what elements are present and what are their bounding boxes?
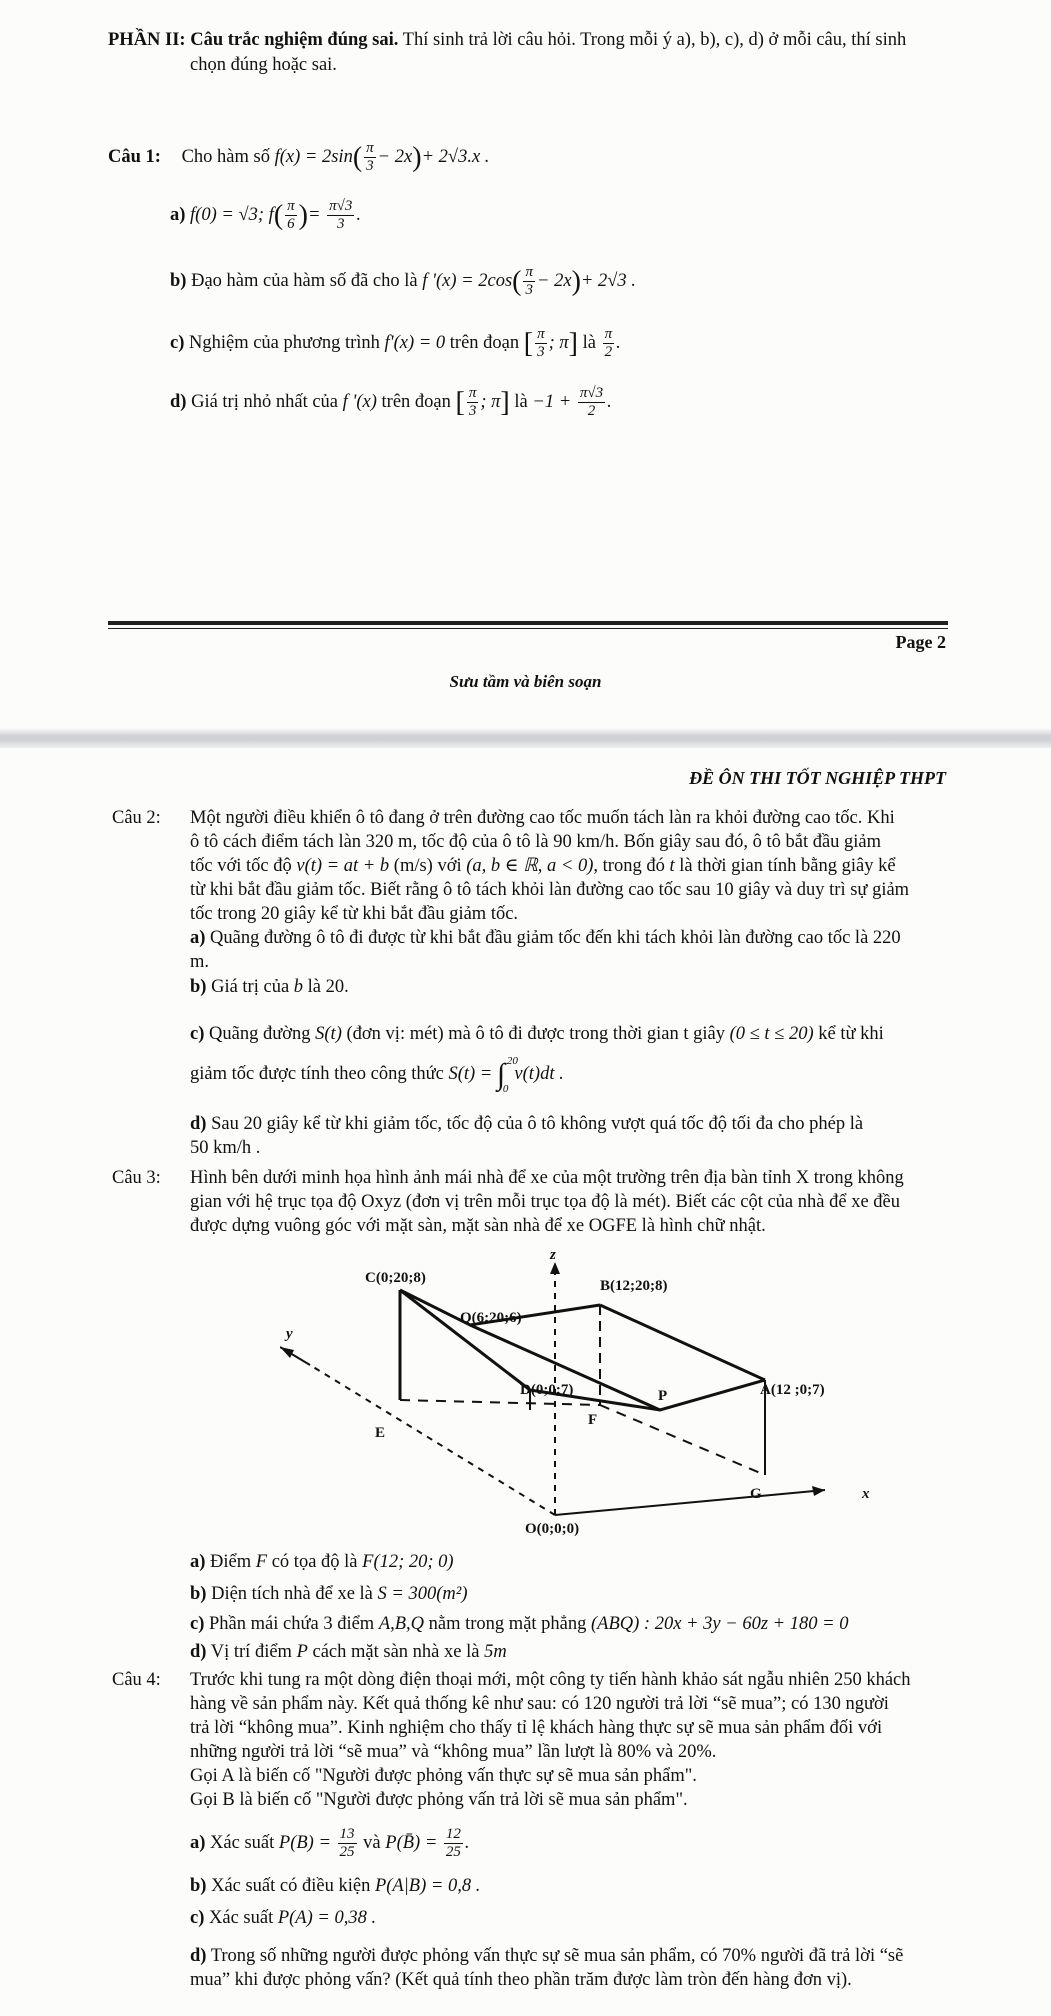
section-heading-line <box>108 28 906 52</box>
q4-d-text: Trong số những người được phỏng vấn thực sự sẽ mua sản phẩm, có 70% người đã trả lời “sẽ <box>210 1946 904 1966</box>
q3-line1: Hình bên dưới minh họa hình ảnh mái nhà để xe của một trường trên địa bàn tỉnh X trong không <box>190 1168 904 1188</box>
q4-line4: những người trả lời “sẽ mua” và “không mua” lần lượt là 80% và 20%. <box>190 1742 717 1762</box>
y-arrow-icon <box>280 1347 294 1358</box>
q1-c-is: là <box>582 332 596 353</box>
label-x: x <box>862 1486 870 1502</box>
q3-c-points: A,B,Q <box>378 1614 425 1634</box>
q2-S: S(t) <box>315 1024 342 1044</box>
q4-a-and: và <box>363 1832 381 1853</box>
page-rule-thick <box>108 621 948 625</box>
q3-a <box>190 1550 454 1574</box>
q2-line3 <box>190 854 896 878</box>
q2-line5: tốc trong 20 giây kể từ khi bắt đầu giảm tốc. <box>190 904 519 924</box>
q1-c-mid: trên đoạn <box>449 332 520 353</box>
q3-figure <box>280 1250 900 1540</box>
q2-line3b: (m/s) với <box>393 856 462 876</box>
q3-d-value: 5m <box>484 1642 507 1662</box>
q2-line3a: tốc với tốc độ <box>190 856 292 876</box>
q3-d-text2: cách mặt sàn nhà xe là <box>312 1642 480 1662</box>
q4-a-PBbar: P(B̄) = $\frac{12}{25}$ . <box>385 1826 470 1860</box>
q3-c-text2: nằm trong mặt phẳng <box>428 1614 587 1634</box>
q3-a-point: F <box>255 1552 268 1572</box>
q2-d <box>190 1112 863 1136</box>
q4-line5: Gọi A là biến cố "Người được phỏng vấn thực sự sẽ mua sản phẩm". <box>190 1766 697 1786</box>
q4-line2: hàng về sản phẩm này. Kết quả thống kê như sau: có 120 người trả lời “sẽ mua”; có 130 người <box>190 1694 889 1714</box>
q2-d-label: d) <box>190 1114 207 1134</box>
q2-b-label: b) <box>190 977 207 997</box>
q4-d-text2: mua” khi được phỏng vấn? (Kết quả tính theo phần trăm được làm tròn đến hàng đơn vị). <box>190 1970 852 1990</box>
page-separator <box>0 728 1051 748</box>
x-arrow-icon <box>812 1486 825 1496</box>
q2-var-t: t <box>669 856 675 876</box>
q1-a-label: a) <box>170 204 186 225</box>
q3-d-text: Vị trí điểm <box>210 1642 292 1662</box>
q4-d <box>190 1944 903 1968</box>
q2-c-text3: kể từ khi <box>818 1024 884 1044</box>
section-instruction: Thí sinh trả lời câu hỏi. Trong mỗi ý a), b), c), d) ở mỗi câu, thí sinh <box>402 30 907 50</box>
floor-edge-FG <box>600 1405 765 1475</box>
q3-a-coord: F(12; 20; 0) <box>362 1552 454 1572</box>
q4-a-PB: P(B) = $\frac{13}{25}$ <box>278 1826 355 1860</box>
q2-c <box>190 1022 884 1046</box>
q1-stem-line <box>108 140 489 175</box>
q4-d-label: d) <box>190 1946 207 1966</box>
q1-b-formula: f '(x) = 2cos( $\frac{\pi}{3}$ − 2x)+ 2√3 . <box>422 264 636 298</box>
q2-velocity: v(t) = at + b <box>296 856 394 876</box>
q4-c-text: Xác suất <box>209 1908 274 1928</box>
label-Q: Q(6;20;6) <box>460 1310 522 1326</box>
q2-line1: Một người điều khiển ô tô đang ở trên đường cao tốc muốn tách làn ra khỏi đường cao tốc. Khi <box>190 808 895 828</box>
q3-d-point: P <box>296 1642 308 1662</box>
q4-a-label: a) <box>190 1832 206 1853</box>
q1-b-text: Đạo hàm của hàm số đã cho là <box>191 270 418 291</box>
q1-b <box>170 264 636 299</box>
page-rule-thin <box>108 628 948 629</box>
q2-b-text2: là 20. <box>307 977 349 997</box>
q2-a-text: Quãng đường ô tô đi được từ khi bắt đầu giảm tốc đến khi tách khỏi làn đường cao tốc là 220 <box>210 928 901 948</box>
q1-d-fn: f '(x) <box>342 391 382 412</box>
q4-line6: Gọi B là biến cố "Người được phỏng vấn trả lời sẽ mua sản phẩm". <box>190 1790 688 1810</box>
q3-b-area: S = 300(m²) <box>377 1584 468 1604</box>
q4-b-label: b) <box>190 1876 207 1896</box>
q3-b-label: b) <box>190 1584 207 1604</box>
label-F: F <box>588 1412 598 1428</box>
q3-c-label: c) <box>190 1614 205 1634</box>
q4-b-formula: P(A|B) = 0,8 . <box>374 1876 481 1896</box>
q4-a <box>190 1826 470 1861</box>
q4-b <box>190 1874 480 1898</box>
x-axis <box>555 1490 825 1515</box>
label-P: P <box>658 1388 668 1404</box>
q1-d <box>170 385 612 420</box>
q1-d-mid: trên đoạn <box>381 391 451 412</box>
roof-side-left <box>400 1290 530 1390</box>
q3-c-text: Phần mái chứa 3 điểm <box>209 1614 375 1634</box>
q2-c-text2: (đơn vị: mét) mà ô tô đi được trong thời gian t giây <box>346 1024 725 1044</box>
q1-d-is: là <box>514 391 528 412</box>
q3-a-text2: có tọa độ là <box>271 1552 358 1572</box>
q1-c-answer: $\frac{\pi}{2}$ . <box>604 326 621 360</box>
q3-d-label: d) <box>190 1642 207 1662</box>
q3-d <box>190 1640 507 1664</box>
q2-label: Câu 2: <box>112 808 161 828</box>
q3-a-text: Điểm <box>210 1552 252 1572</box>
q4-c <box>190 1906 376 1930</box>
q3-a-label: a) <box>190 1552 206 1572</box>
page-number: Page 2 <box>895 632 946 652</box>
q2-b-text: Giá trị của <box>211 977 290 997</box>
q4-a-text: Xác suất <box>210 1832 275 1853</box>
section-instruction-2: chọn đúng hoặc sai. <box>190 55 337 75</box>
label-E: E <box>375 1425 386 1441</box>
page-1 <box>0 0 1051 740</box>
q3-line3: được dựng vuông góc với mặt sàn, mặt sàn nhà để xe OGFE là hình chữ nhật. <box>190 1216 766 1236</box>
q1-a-formula: f(0) = √3; f( $\frac{\pi}{6}$ )= $\frac{\pi√3}{3}$ . <box>190 198 361 232</box>
q2-c-label: c) <box>190 1024 205 1044</box>
q1-d-label: d) <box>170 391 187 412</box>
label-C: C(0;20;8) <box>365 1270 426 1286</box>
q2-line3d: là thời gian tính bằng giây kể <box>679 856 896 876</box>
q1-d-answer: −1 + $\frac{\pi√3}{2}$ . <box>532 385 612 419</box>
section-heading: PHẦN II: Câu trắc nghiệm đúng sai. <box>108 30 399 50</box>
q1-formula: f(x) = 2sin( $\frac{\pi}{3}$ − 2x)+ 2√3.x . <box>274 140 490 174</box>
label-O: O(0;0;0) <box>525 1521 580 1537</box>
q3-line2: gian với hệ trục tọa độ Oxyz (đơn vị trên mỗi trục tọa độ là mét). Biết các cột của nhà để xe đều <box>190 1192 900 1212</box>
floor-edge-EF <box>400 1400 600 1405</box>
q1-d-interval: [ $\frac{\pi}{3}$ ; π] <box>455 385 510 419</box>
q2-integral: S(t) = ∫ 20 0 v(t)dt . <box>448 1054 564 1095</box>
roof-side-right <box>600 1305 765 1380</box>
q2-line3c: , trong đó <box>593 856 665 876</box>
label-A: A(12 ;0;7) <box>760 1382 825 1398</box>
q1-c-label: c) <box>170 332 185 353</box>
q2-a <box>190 926 901 950</box>
label-z: z <box>550 1250 556 1263</box>
q2-d-text: Sau 20 giây kể từ khi giảm tốc, tốc độ của ô tô không vượt quá tốc độ tối đa cho phép là <box>211 1114 864 1134</box>
q2-c-text: Quãng đường <box>209 1024 311 1044</box>
z-arrow-icon <box>550 1262 560 1274</box>
q1-label: Câu 1: <box>108 146 161 167</box>
q2-line2: ô tô cách điểm tách làn 320 m, tốc độ của ô tô là 90 km/h. Bốn giây sau đó, ô tô bắt đầu giảm <box>190 832 882 852</box>
q1-b-label: b) <box>170 270 187 291</box>
q4-c-formula: P(A) = 0,38 . <box>277 1908 377 1928</box>
footer-credit: Sưu tầm và biên soạn <box>449 672 602 691</box>
q1-c-text: Nghiệm của phương trình <box>189 332 380 353</box>
q2-line4: từ khi bắt đầu giảm tốc. Biết rằng ô tô tách khỏi làn đường cao tốc sau 10 giây và duy trì sự giảm <box>190 880 910 900</box>
q2-c-text4: giảm tốc được tính theo công thức <box>190 1064 444 1084</box>
q1-c-interval: [ $\frac{\pi}{3}$ ; π] <box>523 326 578 360</box>
q3-label: Câu 3: <box>112 1168 161 1188</box>
label-D: D(0;0;7) <box>520 1382 574 1398</box>
q1-stem: Cho hàm số <box>181 146 270 167</box>
label-B: B(12;20;8) <box>600 1278 668 1294</box>
q2-a-label: a) <box>190 928 206 948</box>
exam-header: ĐỀ ÔN THI TỐT NGHIỆP THPT <box>689 768 946 788</box>
q4-line1: Trước khi tung ra một dòng điện thoại mới, một công ty tiến hành khảo sát ngẫu nhiên 250 khách <box>190 1670 911 1690</box>
q1-c <box>170 326 621 361</box>
q4-label: Câu 4: <box>112 1670 161 1690</box>
label-G: G <box>750 1486 762 1502</box>
q2-a-text2: m. <box>190 952 210 972</box>
y-axis-hidden <box>310 1365 555 1515</box>
q3-c <box>190 1612 849 1636</box>
q2-t-range: (0 ≤ t ≤ 20) <box>729 1024 814 1044</box>
q1-a <box>170 198 361 233</box>
label-y: y <box>286 1326 293 1342</box>
q3-b-text: Diện tích nhà để xe là <box>211 1584 373 1604</box>
q1-d-text: Giá trị nhỏ nhất của <box>191 391 339 412</box>
q2-d-text2: 50 km/h . <box>190 1138 261 1158</box>
q3-c-plane: (ABQ) : 20x + 3y − 60z + 180 = 0 <box>591 1614 849 1634</box>
q1-c-eq: f'(x) = 0 <box>384 332 450 353</box>
q4-b-text: Xác suất có điều kiện <box>211 1876 371 1896</box>
q2-b <box>190 975 349 999</box>
q2-c-line2 <box>190 1054 564 1095</box>
q3-b <box>190 1582 467 1606</box>
q4-c-label: c) <box>190 1908 205 1928</box>
q2-var-b: b <box>293 977 304 997</box>
q4-line3: trả lời “không mua”. Kinh nghiệm cho thấy tỉ lệ khách hàng thực sự sẽ mua sản phẩm đối với <box>190 1718 883 1738</box>
q2-condition: (a, b ∈ ℝ, a < 0) <box>466 856 594 876</box>
